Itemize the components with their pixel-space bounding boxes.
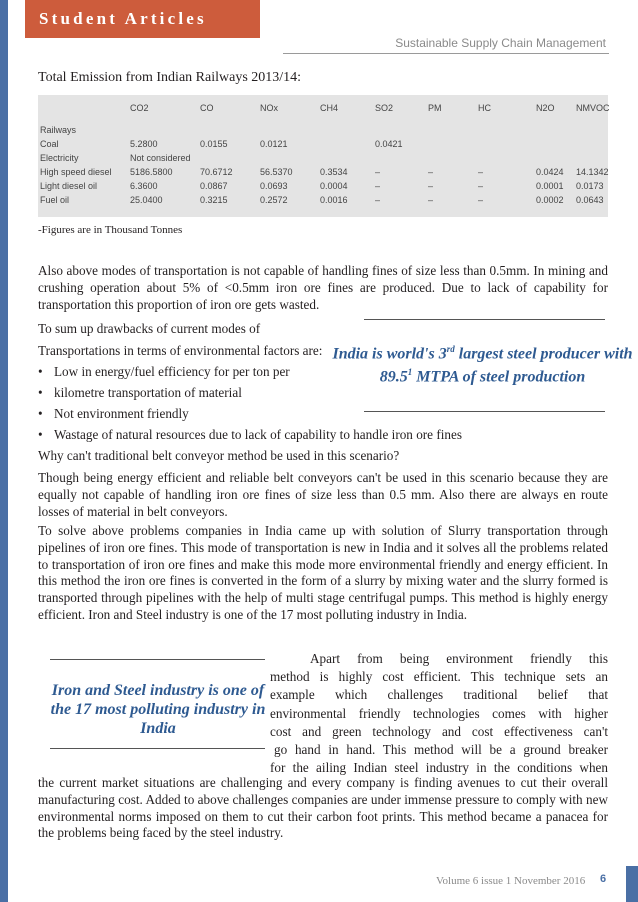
pullquote-rule-bottom (50, 748, 265, 749)
table-note: -Figures are in Thousand Tonnes (38, 224, 183, 236)
row-label: Electricity (40, 153, 79, 163)
table-cell: – (375, 195, 381, 205)
paragraph-cost-efficient-continued: the current market situations are challenging and every company is finding avenues to cut their overall manufacturing cost. Added to above challenges companies are under immense pressure to comply with new environmental norms imposed on them to cut their carbon foot prints. This method became a panacea for the problems being faced by the steel industry. (38, 775, 608, 841)
col-header: N2O (536, 103, 555, 113)
pullquote-rule-bottom (364, 411, 605, 412)
table-cell: – (428, 167, 434, 177)
pullquote-polluting-industry: Iron and Steel industry is one of the 17 most polluting industry in India (50, 682, 266, 737)
table-cell: 0.0693 (260, 181, 288, 191)
table-cell: – (478, 195, 484, 205)
table-cell: 0.0001 (536, 181, 564, 191)
table-cell: – (478, 181, 484, 191)
table-row (38, 195, 608, 209)
paragraph-summary-line2: Transportations in terms of environmental factors are: (38, 343, 323, 358)
table-row (38, 153, 608, 167)
table-row (38, 139, 608, 153)
column-line: go hand in hand. This method will be a ground breaker (274, 742, 608, 758)
table-row (38, 167, 608, 181)
table-header-row (38, 103, 608, 117)
pullquote-text: MTPA of steel production (412, 368, 586, 386)
section-title: Student Articles (39, 9, 207, 28)
list-item-text: Not environment friendly (54, 406, 189, 421)
list-item-text: Wastage of natural resources due to lack of capability to handle iron ore fines (54, 427, 462, 442)
column-line: cost and green technology and cost effectiveness can't (270, 723, 608, 739)
pullquote-superscript: 1 (407, 367, 413, 378)
journal-title: Sustainable Supply Chain Management (395, 36, 606, 50)
header-divider (283, 53, 609, 54)
table-cell: 6.3600 (130, 181, 158, 191)
table-cell: 0.2572 (260, 195, 288, 205)
table-group-label: Railways (40, 125, 77, 135)
section-header (25, 0, 260, 38)
bullet-marker: • (38, 364, 43, 379)
list-item (38, 385, 242, 401)
table-cell: 0.0002 (536, 195, 564, 205)
column-line: for the ailing Indian steel industry in the conditions when (270, 760, 608, 776)
pullquote-rule-top (50, 659, 265, 660)
question-heading: Why can't traditional belt conveyor method be used in this scenario? (38, 448, 400, 463)
column-line: Apart from being environment friendly this (310, 651, 608, 666)
table-cell: 0.0173 (576, 181, 604, 191)
table-cell: – (478, 167, 484, 177)
table-cell: 0.0004 (320, 181, 348, 191)
table-cell: 70.6712 (200, 167, 233, 177)
row-label: Coal (40, 139, 59, 149)
table-cell: Not considered (130, 153, 191, 163)
page-number: 6 (600, 873, 607, 885)
table-cell: – (375, 181, 381, 191)
col-header: SO2 (375, 103, 394, 113)
col-header: HC (478, 103, 491, 113)
list-item (38, 364, 290, 380)
table-cell: 0.0424 (536, 167, 564, 177)
column-line: example which challenges traditional belief that (270, 687, 608, 703)
table-row (38, 181, 608, 195)
table-cell: – (375, 167, 381, 177)
table-group-row (38, 125, 608, 139)
table-cell: 0.3215 (200, 195, 228, 205)
paragraph-cost-efficient-column (270, 650, 608, 777)
paragraph-fines: Also above modes of transportation is not capable of handling fines of size less than 0.5mm. In mining and crushing operation about 5% of <0.5mm iron ore fines are produced. Due to lack of capability for transportation this proportion of iron ore gets wasted. (38, 263, 608, 312)
table-cell: 25.0400 (130, 195, 163, 205)
row-label: Fuel oil (40, 195, 70, 205)
col-header: NOx (260, 103, 278, 113)
table-cell: 0.0155 (200, 139, 228, 149)
row-label: Light diesel oil (40, 181, 98, 191)
col-header: CO2 (130, 103, 149, 113)
pullquote-steel-producer (330, 340, 635, 387)
table-cell: – (428, 181, 434, 191)
footer-issue: Volume 6 issue 1 November 2016 (436, 875, 586, 887)
pullquote-text: largest steel producer with 89.5 (379, 345, 633, 386)
paragraph-summary-line1: To sum up drawbacks of current modes of (38, 321, 261, 336)
table-cell: – (428, 195, 434, 205)
column-line: method is highly cost efficient. This technique sets an (270, 669, 608, 685)
list-item-text: kilometre transportation of material (54, 385, 242, 400)
page-tab-accent (626, 866, 638, 902)
paragraph-slurry: To solve above problems companies in India came up with solution of Slurry transportation through pipelines of iron ore fines. This mode of transportation is new in India and it solves all the problems related to transportation of iron ore fines and make this mode more environmental friendly and energy efficient. In this method the iron ore fines is converted in the form of a slurry by mixing water and the slurry formed is transported through pipelines with the help of multi stage centrifugal pumps. This method is highly energy efficient. Iron and Steel industry is one of the 17 most polluting industry in India. (38, 523, 608, 622)
row-label: High speed diesel (40, 167, 112, 177)
left-accent-strip (0, 0, 8, 902)
list-item-text: Low in energy/fuel efficiency for per ton per (54, 364, 290, 379)
table-cell: 0.0121 (260, 139, 288, 149)
table-cell: 56.5370 (260, 167, 293, 177)
table-cell: 0.0421 (375, 139, 403, 149)
table-cell: 5.2800 (130, 139, 158, 149)
col-header: PM (428, 103, 442, 113)
list-item (38, 427, 462, 443)
table-title: Total Emission from Indian Railways 2013/14: (38, 70, 302, 85)
column-line: environmental friendly technologies comes with higher (270, 705, 608, 721)
bullet-marker: • (38, 427, 43, 442)
table-cell: 5186.5800 (130, 167, 173, 177)
table-cell: 0.3534 (320, 167, 348, 177)
pullquote-text: India is world's 3 (332, 345, 447, 363)
table-cell: 0.0867 (200, 181, 228, 191)
paragraph-belt-conveyor: Though being energy efficient and reliable belt conveyors can't be used in this scenario because they are equally not capable of handling iron ore fines of size less than 0.5 mm. Also there are always en route losses of material in belt conveyors. (38, 470, 608, 519)
col-header: CH4 (320, 103, 339, 113)
table-cell: 0.0643 (576, 195, 604, 205)
table-cell: 14.1342 (576, 167, 609, 177)
list-item (38, 406, 189, 422)
bullet-marker: • (38, 385, 43, 400)
table-cell: 0.0016 (320, 195, 348, 205)
col-header: CO (200, 103, 214, 113)
col-header: NMVOC (576, 103, 610, 113)
emissions-table (38, 95, 608, 217)
bullet-marker: • (38, 406, 43, 421)
pullquote-superscript: rd (446, 344, 455, 354)
pullquote-rule-top (364, 319, 605, 320)
